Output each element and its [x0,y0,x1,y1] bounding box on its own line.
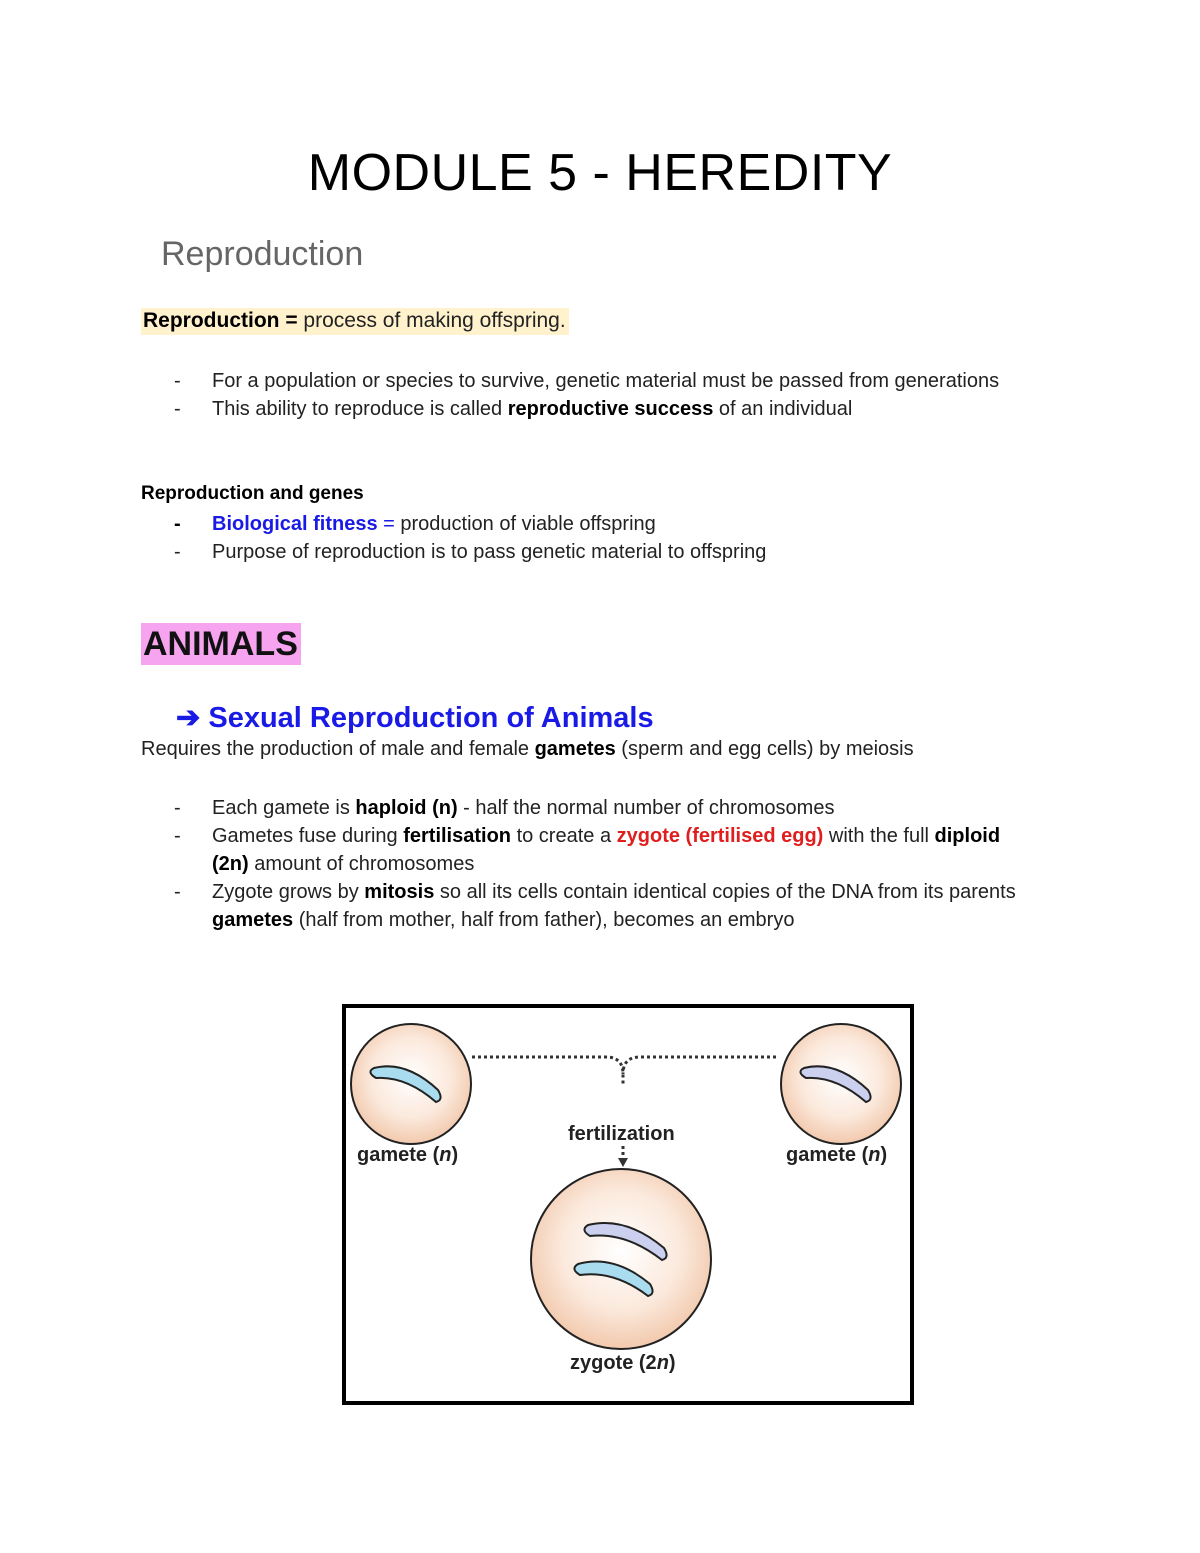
subheading-reproduction-and-genes: Reproduction and genes [141,483,364,504]
zygote-term: zygote (fertilised egg) [616,825,824,847]
biological-fitness-term: Biological fitness [212,513,378,535]
list-item-text: production of viable offspring [394,513,656,535]
bullet-dash: - [174,825,181,847]
bullet-dash: - [174,398,181,420]
connector-left [472,1057,623,1086]
zygote-cell [531,1169,711,1349]
right-gamete-label: gamete (n) [786,1144,888,1166]
reproduction-definition [141,308,569,335]
bullet-dash: - [174,881,181,903]
animals-heading: ANIMALS [141,623,301,665]
fertilization-label: fertilization [568,1123,675,1145]
intro-text: Requires the production of male and female [141,738,535,760]
list-item [141,878,1041,934]
list-item-text: Gametes fuse during [212,825,404,847]
sexual-reproduction-heading: ➔ Sexual Reproduction of Animals [176,702,654,734]
intro-text: (sperm and egg cells) by meiosis [615,738,914,760]
gametes-term: gametes [212,909,294,931]
definition-term: Reproduction = [143,309,298,332]
reproduction-list [141,367,1041,423]
genes-list [141,510,1041,566]
mitosis-term: mitosis [364,881,435,903]
list-item [141,822,1041,878]
list-item-text: Purpose of reproduction is to pass genetic material to offspring [212,541,767,563]
gamete-list [141,794,1041,934]
list-item-text: Zygote grows by [212,881,365,903]
list-item-text: For a population or species to survive, genetic material must be passed from generations [212,370,1000,392]
list-item-text: with the full [823,825,935,847]
list-item [141,367,1041,395]
list-item-text: so all its cells contain identical copies of the DNA from its parents [434,881,1016,903]
fertilisation-term: fertilisation [403,825,512,847]
reproductive-success-term: reproductive success [507,398,714,420]
list-item-text: amount of chromosomes [248,853,475,875]
bullet-dash: - [174,797,181,819]
list-item [141,794,1041,822]
arrow-down-icon [618,1158,628,1167]
list-item-text: This ability to reproduce is called [212,398,508,420]
left-gamete-label: gamete (n) [357,1144,459,1166]
connector-right [623,1057,776,1074]
zygote-label: zygote (2n) [570,1352,676,1374]
list-item [141,510,1041,538]
sexual-reproduction-intro [141,738,914,761]
fertilization-diagram [342,1004,914,1405]
definition-text: process of making offspring. [297,309,566,332]
list-item-text: of an individual [713,398,853,420]
list-item [141,395,1041,423]
bullet-dash: - [174,370,181,392]
list-item-text: (half from mother, half from father), becomes an embryo [293,909,795,931]
list-item-text: to create a [511,825,617,847]
haploid-term: haploid (n) [355,797,458,819]
list-item [141,538,1041,566]
list-item-text: - half the normal number of chromosomes [457,797,835,819]
gametes-term: gametes [534,738,616,760]
page-title: MODULE 5 - HEREDITY [307,144,893,202]
list-item-text: Each gamete is [212,797,356,819]
fertilization-diagram-svg [346,1008,910,1401]
bullet-dash: - [174,541,181,563]
equals-sign: = [377,513,395,535]
bullet-dash: - [174,513,181,535]
diploid-term: diploid (2n) [212,825,1001,875]
section-heading-reproduction: Reproduction [161,235,364,273]
